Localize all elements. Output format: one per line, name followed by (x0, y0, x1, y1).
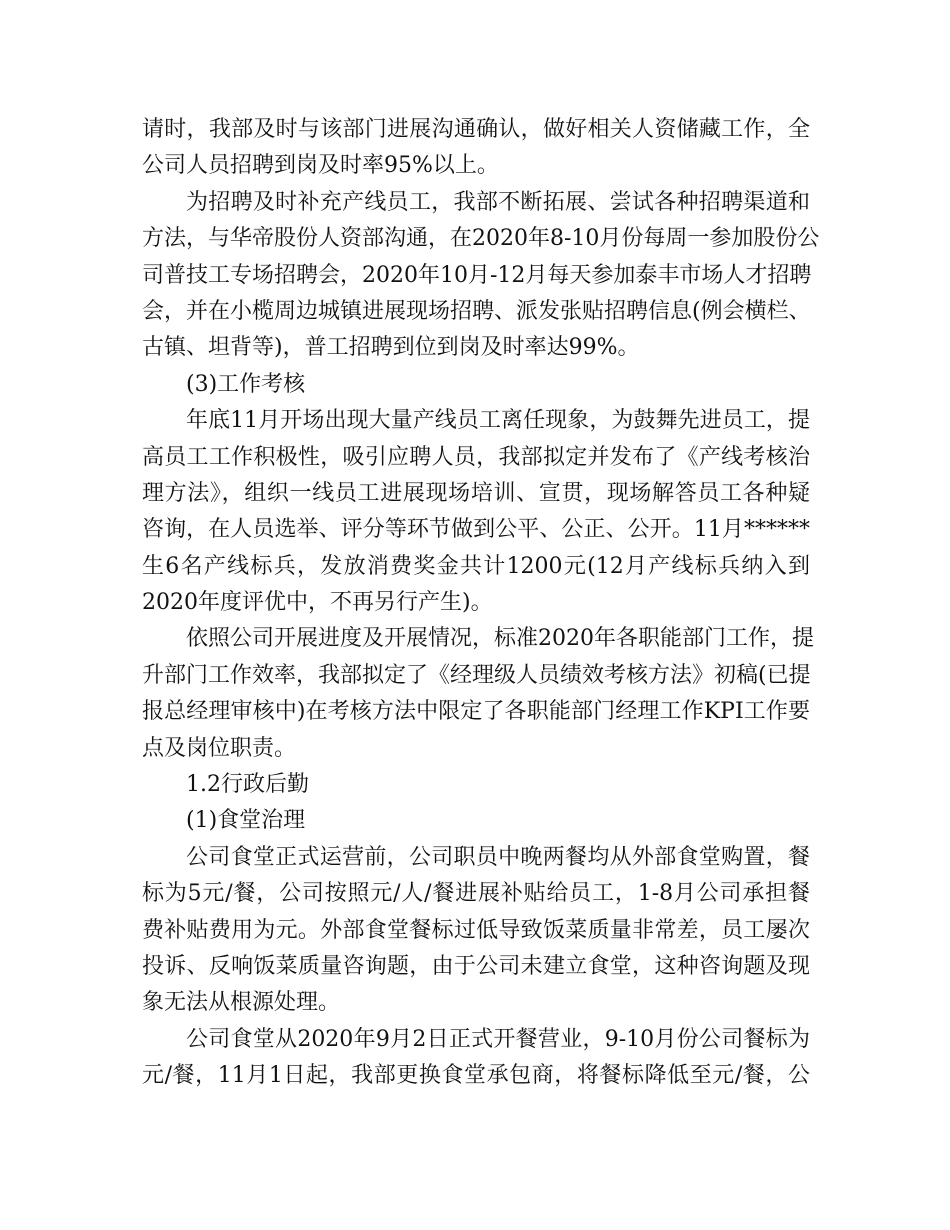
text-line: 依照公司开展进度及开展情况，标准2020年各职能部门工作，提 (186, 626, 814, 652)
text-line: 公司人员招聘到岗及时率95%以上。 (142, 153, 499, 179)
text-line: 会，并在小榄周边城镇进展现场招聘、派发张贴招聘信息(例会横栏、 (142, 298, 811, 324)
text-line: 年底11月开场出现大量产线员工离任现象，为鼓舞先进员工，提 (186, 408, 810, 434)
text-line: 点及岗位职责。 (142, 735, 297, 761)
text-line: 请时，我部及时与该部门进展沟通确认，做好相关人资储藏工作，全 (142, 117, 810, 142)
text-line: 标为5元/餐，公司按照元/人/餐进展补贴给员工，1-8月公司承担餐 (142, 881, 810, 907)
text-line: 方法，与华帝股份人资部沟通，在2020年8-10月份每周一参加股份公 (142, 226, 820, 252)
text-line: (3)工作考核 (186, 371, 306, 397)
document-body (142, 112, 820, 1095)
text-line: 1.2行政后勤 (186, 772, 309, 798)
text-line: 投诉、反响饭菜质量咨询题，由于公司未建立食堂，这种咨询题及现 (142, 953, 810, 979)
text-line: 费补贴费用为元。外部食堂餐标过低导致饭菜质量非常差，员工屡次 (142, 917, 810, 943)
text-line: 公司食堂正式运营前，公司职员中晚两餐均从外部食堂购置，餐 (186, 844, 810, 870)
text-line: 升部门工作效率，我部拟定了《经理级人员绩效考核方法》初稿(已提 (142, 662, 811, 688)
text-line: 元/餐，11月1日起，我部更换食堂承包商，将餐标降低至元/餐，公 (142, 1063, 810, 1089)
text-line: 公司食堂从2020年9月2日正式开餐营业，9-10月份公司餐标为 (186, 1026, 810, 1052)
text-line: 高员工工作积极性，吸引应聘人员，我部拟定并发布了《产线考核治 (142, 444, 810, 470)
text-line: 象无法从根源处理。 (142, 990, 341, 1016)
text-line: 报总经理审核中)在考核方法中限定了各职能部门经理工作KPI工作要 (142, 699, 810, 725)
text-line: 为招聘及时补充产线员工，我部不断拓展、尝试各种招聘渠道和 (186, 189, 810, 215)
text-line: 咨询，在人员选举、评分等环节做到公平、公正、公开。11月****** (142, 517, 810, 543)
text-line: 2020年度评优中，不再另行产生)。 (142, 590, 493, 616)
text-line: 司普技工专场招聘会，2020年10月-12月每天参加泰丰市场人才招聘 (142, 262, 812, 288)
text-line: 生6名产线标兵，发放消费奖金共计1200元(12月产线标兵纳入到 (142, 553, 810, 579)
text-line: (1)食堂治理 (186, 808, 306, 834)
text-line: 理方法》，组织一线员工进展现场培训、宣贯，现场解答员工各种疑 (142, 480, 810, 506)
text-line: 古镇、坦背等)，普工招聘到位到岗及时率达99%。 (142, 335, 640, 361)
